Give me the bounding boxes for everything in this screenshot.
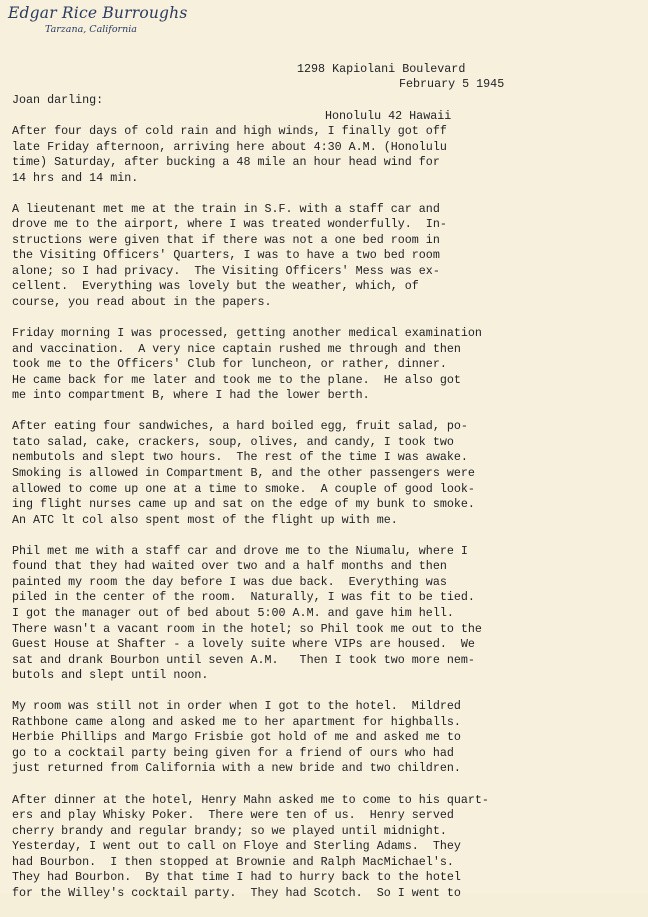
text-line: the Visiting Officers' Quarters, I was to have a two bed room [12,248,440,263]
text-line: 14 hrs and 14 min. [12,170,139,185]
text-line: They had Bourbon. By that time I had to hurry back to the hotel [12,870,461,885]
text-line: found that they had waited over two and a half months and then [12,559,447,574]
letter-body [12,124,644,917]
text-line: ers and play Whisky Poker. There were ten of us. Henry served [12,808,454,823]
text-line: just returned from California with a new bride and two children. [12,761,461,776]
text-line: Friday morning I was processed, getting another medical examination [12,326,482,341]
text-line: Herbie Phillips and Margo Frisbie got hold of me and asked me to [12,730,461,745]
text-line: cellent. Everything was lovely but the weather, which, of [12,279,419,294]
text-line: Phil met me with a staff car and drove me to the Niumalu, where I [12,543,468,558]
paragraph [12,793,644,902]
paragraph [12,544,644,684]
text-line: butols and slept until noon. [12,668,209,683]
text-line: He came back for me later and took me to the plane. He also got [12,372,461,387]
text-line: drove me to the airport, where I was treated wonderfully. In- [12,217,447,232]
letter-date: February 5 1945 [399,77,505,91]
text-line: took me to the Officers' Club for luncheon, or rather, dinner. [12,357,447,372]
paragraph [12,699,644,777]
text-line: tato salad, cake, crackers, soup, olives, and candy, I took two [12,434,454,449]
paragraph [12,326,644,404]
text-line: After eating four sandwiches, a hard boiled egg, fruit salad, po- [12,419,468,434]
text-line: My room was still not in order when I got to the hotel. Mildred [12,699,461,714]
text-line: alone; so I had privacy. The Visiting Officers' Mess was ex- [12,263,440,278]
text-line: ing flight nurses came up and sat on the edge of my bunk to smoke. [12,497,475,512]
paragraph [12,419,644,528]
text-line: structions were given that if there was not a one bed room in [12,232,440,247]
text-line: After dinner at the hotel, Henry Mahn asked me to come to his quart- [12,792,489,807]
text-line: sat and drank Bourbon until seven A.M. Then I took two more nem- [12,652,475,667]
text-line: A lieutenant met me at the train in S.F. with a staff car and [12,201,440,216]
address-line: 1298 Kapiolani Boulevard [297,62,466,77]
letterhead [8,4,188,35]
text-line: piled in the center of the room. Naturally, I was fit to be tied. [12,590,475,605]
text-line: After four days of cold rain and high winds, I finally got off [12,124,447,138]
salutation: Joan darling: [12,93,104,107]
text-line: cherry brandy and regular brandy; so we played until midnight. [12,823,447,838]
text-line: Guest House at Shafter - a lovely suite where VIPs are housed. We [12,637,475,652]
text-line: An ATC lt col also spent most of the flight up with me. [12,512,398,527]
text-line: go to a cocktail party being given for a friend of ours who had [12,745,454,760]
text-line: I got the manager out of bed about 5:00 A.M. and gave him hell. [12,605,454,620]
text-line: time) Saturday, after bucking a 48 mile an hour head wind for [12,155,440,170]
text-line: Smoking is allowed in Compartment B, and the other passengers were [12,466,475,481]
text-line: painted my room the day before I was due back. Everything was [12,574,447,589]
text-line: There wasn't a vacant room in the hotel; so Phil took me out to the [12,621,482,636]
text-line: allowed to come up one at a time to smoke. A couple of good look- [12,481,475,496]
text-line: course, you read about in the papers. [12,295,272,310]
text-line: for the Willey's cocktail party. They had Scotch. So I went to [12,885,461,900]
text-line: Yesterday, I went out to call on Floye and Sterling Adams. They [12,839,461,854]
text-line: Rathbone came along and asked me to her apartment for highballs. [12,714,461,729]
letterhead-place: Tarzana, California [45,24,137,35]
text-line: me into compartment B, where I had the lower berth. [12,388,370,403]
letterhead-name: Edgar Rice Burroughs [8,4,188,22]
paragraph [12,124,644,186]
text-line: nembutols and slept two hours. The rest of the time I was awake. [12,450,468,465]
text-line: and vaccination. A very nice captain rushed me through and then [12,341,461,356]
text-line: had Bourbon. I then stopped at Brownie and Ralph MacMichael's. [12,854,454,869]
text-line: late Friday afternoon, arriving here about 4:30 A.M. (Honolulu [12,139,447,154]
address-line: Honolulu 42 Hawaii [325,108,452,123]
paragraph [12,202,644,311]
